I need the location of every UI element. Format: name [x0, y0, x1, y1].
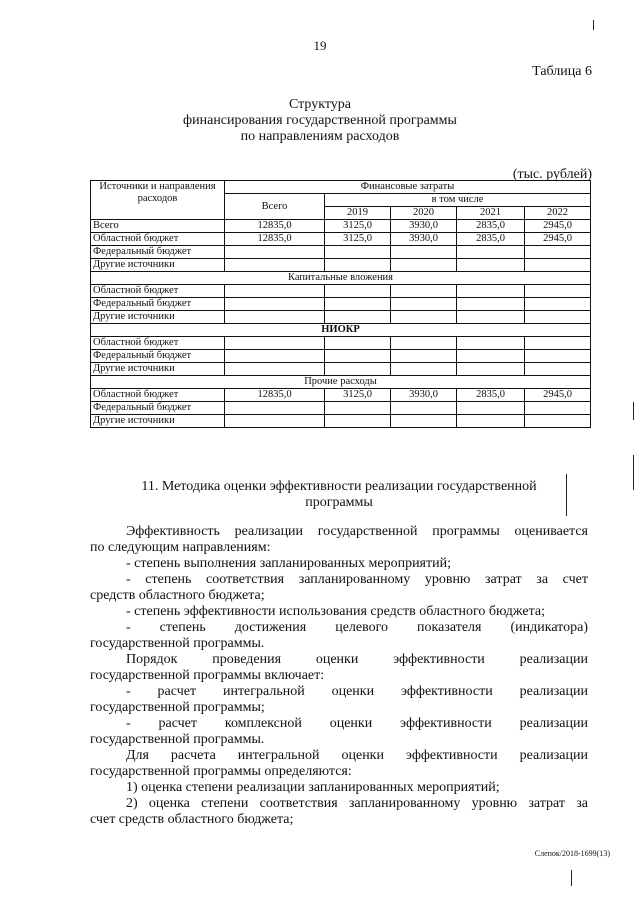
body-line: государственной программы.: [90, 732, 265, 747]
cell-value: [391, 259, 457, 272]
section-row: [91, 272, 591, 285]
cell-value: [325, 259, 391, 272]
row-label: Областной бюджет: [91, 285, 225, 298]
body-line: государственной программы включает:: [90, 668, 325, 683]
cell-value: 2835,0: [457, 233, 525, 246]
body-line: - расчет комплексной оценки эффективности реализации: [126, 716, 588, 731]
section-heading: [90, 479, 588, 511]
table-row: [91, 402, 591, 415]
cell-total: 12835,0: [225, 389, 325, 402]
cell-total: [225, 259, 325, 272]
cell-value: 3125,0: [325, 389, 391, 402]
row-label: Другие источники: [91, 415, 225, 428]
body-line: - степень выполнения запланированных мероприятий;: [126, 556, 451, 571]
section-heading-line: программы: [305, 495, 373, 510]
section-capital: Капитальные вложения: [91, 272, 591, 285]
table-row: [91, 298, 591, 311]
section-niokr: НИОКР: [91, 324, 591, 337]
units-label: (тыс. рублей): [512, 167, 592, 182]
body-line: - степень достижения целевого показателя (индикатора): [126, 620, 588, 635]
table-row: [91, 233, 591, 246]
row-label: Всего: [91, 220, 225, 233]
cell-total: 12835,0: [225, 233, 325, 246]
table-row: [91, 337, 591, 350]
title-line: финансирования государственной программы: [183, 113, 457, 128]
table-label: Таблица 6: [532, 64, 592, 79]
row-label: Областной бюджет: [91, 389, 225, 402]
row-label: Федеральный бюджет: [91, 350, 225, 363]
body-line: Эффективность реализации государственной программы оценивается: [126, 524, 588, 539]
cell-value: [325, 246, 391, 259]
row-label: Федеральный бюджет: [91, 246, 225, 259]
row-label: Другие источники: [91, 259, 225, 272]
header-total: Всего: [225, 194, 325, 220]
table-row: [91, 415, 591, 428]
cell-value: 3930,0: [391, 389, 457, 402]
body-line: государственной программы определяются:: [90, 764, 352, 779]
body-line: Для расчета интегральной оценки эффективности реализации: [126, 748, 588, 763]
body-line: государственной программы.: [90, 636, 265, 651]
body-line: - степень эффективности использования средств областного бюджета;: [126, 604, 545, 619]
row-label: Федеральный бюджет: [91, 402, 225, 415]
title-line: Структура: [288, 97, 352, 112]
cell-value: [525, 259, 591, 272]
body-line: - степень соответствия запланированному уровню затрат за счет: [126, 572, 588, 587]
cell-value: [457, 246, 525, 259]
table-row: [91, 350, 591, 363]
body-text: [90, 524, 588, 828]
section-other: Прочие расходы: [91, 376, 591, 389]
cell-value: [525, 246, 591, 259]
body-line: 1) оценка степени реализации запланированных мероприятий;: [126, 780, 500, 795]
body-line: государственной программы;: [90, 700, 265, 715]
scan-mark: [633, 402, 634, 420]
cell-value: 3125,0: [325, 220, 391, 233]
scan-mark: [633, 455, 634, 490]
body-line: счет средств областного бюджета;: [90, 812, 294, 827]
scan-mark: [571, 870, 572, 886]
header-year: 2019: [325, 207, 391, 220]
scan-mark: [593, 20, 594, 30]
financing-table: [90, 180, 591, 428]
row-label: Другие источники: [91, 363, 225, 376]
section-row: [91, 324, 591, 337]
cell-value: 3930,0: [391, 233, 457, 246]
cell-value: 2945,0: [525, 220, 591, 233]
table-row: [91, 311, 591, 324]
table-row: [91, 285, 591, 298]
header-year: 2022: [525, 207, 591, 220]
section-heading-line: 11. Методика оценки эффективности реализации государственной: [141, 479, 537, 494]
row-label: Федеральный бюджет: [91, 298, 225, 311]
page-number: 19: [313, 38, 327, 53]
header-including: в том числе: [325, 194, 591, 207]
table-row: [91, 259, 591, 272]
body-line: по следующим направлениям:: [90, 540, 271, 555]
row-label: Областной бюджет: [91, 337, 225, 350]
cell-value: [457, 259, 525, 272]
cell-value: 3930,0: [391, 220, 457, 233]
table-row: [91, 389, 591, 402]
footer-code: Слепок/2018-1699(13): [534, 849, 610, 858]
table-row: [91, 220, 591, 233]
body-line: 2) оценка степени соответствия запланированному уровню затрат за: [126, 796, 588, 811]
cell-value: 2945,0: [525, 389, 591, 402]
cell-total: 12835,0: [225, 220, 325, 233]
header-costs: Финансовые затраты: [225, 181, 591, 194]
body-line: - расчет интегральной оценки эффективности реализации: [126, 684, 588, 699]
table-row: [91, 363, 591, 376]
body-line: средств областного бюджета;: [90, 588, 265, 603]
body-line: Порядок проведения оценки эффективности реализации: [126, 652, 588, 667]
cell-value: [391, 246, 457, 259]
section-row: [91, 376, 591, 389]
row-label: Областной бюджет: [91, 233, 225, 246]
scan-mark: [566, 474, 567, 516]
title-line: по направлениям расходов: [240, 129, 400, 144]
cell-value: 2835,0: [457, 220, 525, 233]
header-sources: Источники и направления расходов: [91, 181, 225, 220]
header-year: 2021: [457, 207, 525, 220]
header-year: 2020: [391, 207, 457, 220]
cell-total: [225, 246, 325, 259]
cell-value: 3125,0: [325, 233, 391, 246]
cell-value: 2945,0: [525, 233, 591, 246]
table-title: [0, 97, 640, 145]
table-row: [91, 246, 591, 259]
cell-value: 2835,0: [457, 389, 525, 402]
row-label: Другие источники: [91, 311, 225, 324]
